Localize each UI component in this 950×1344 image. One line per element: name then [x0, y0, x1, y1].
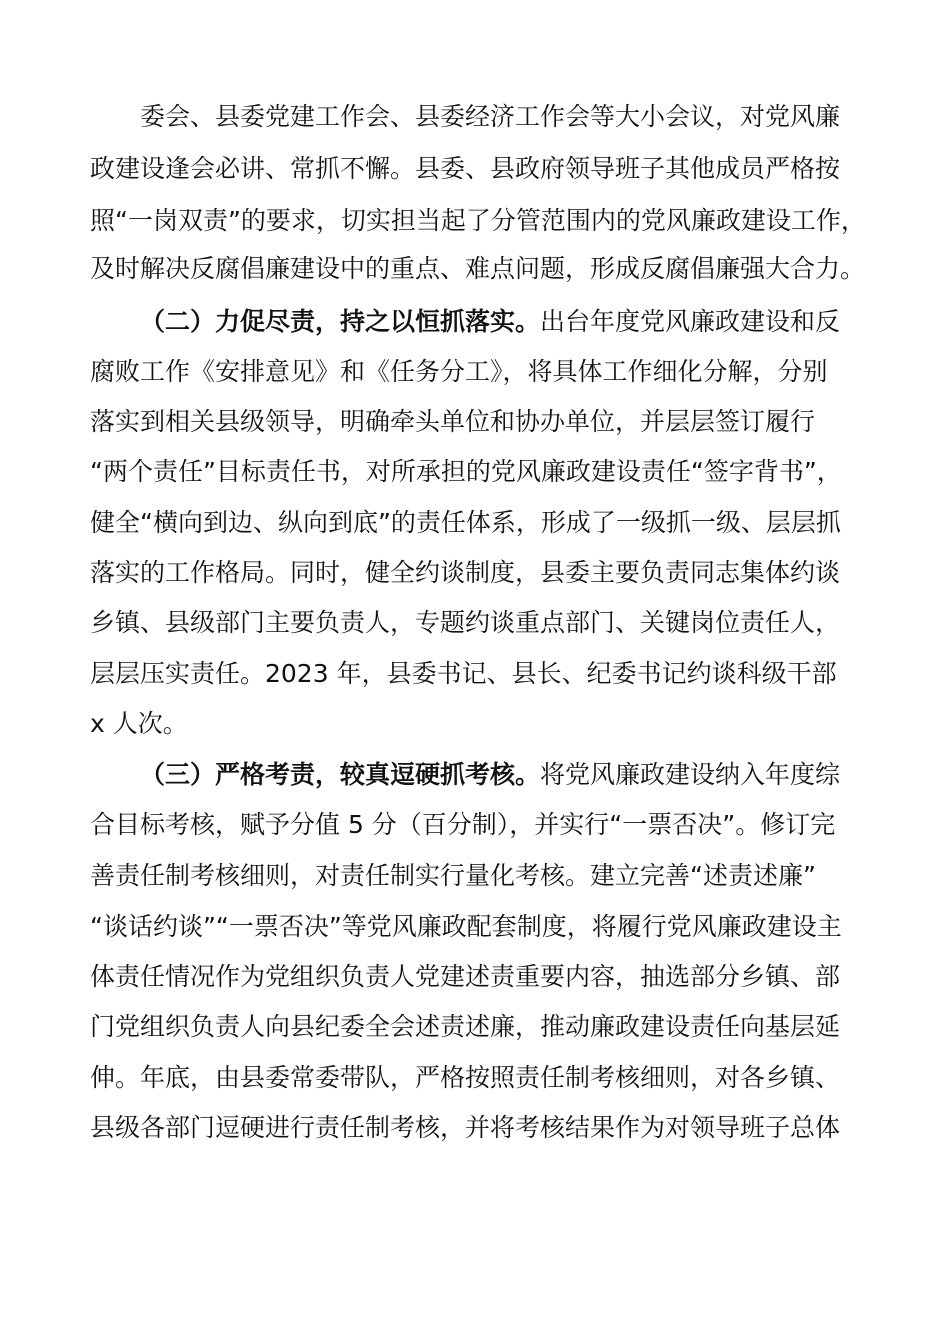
paragraph-3-line-4: “谈话约谈”“一票否决”等党风廉政配套制度，将履行党风廉政建设主 [90, 912, 842, 941]
section-heading-2: （二）力促尽责，持之以恒抓落实。 [140, 307, 541, 336]
paragraph-3-line-6: 门党组织负责人向县纪委全会述责述廉，推动廉政建设责任向基层延 [90, 1012, 841, 1041]
paragraph-2-line-2: 腐败工作《安排意见》和《任务分工》，将具体工作细化分解，分别 [90, 357, 828, 386]
paragraph-2-line-8: 层层压实责任。2023 年，县委书记、县长、纪委书记约谈科级干部 [90, 659, 837, 688]
paragraph-1-line-1: 委会、县委党建工作会、县委经济工作会等大小会议，对党风廉 [140, 102, 841, 131]
paragraph-2-line-6: 落实的工作格局。同时，健全约谈制度，县委主要负责同志集体约谈 [90, 558, 841, 587]
section-heading-3: （三）严格考责，较真逗硬抓考核。 [140, 760, 541, 789]
paragraph-2-first-line-text: 出台年度党风廉政建设和反 [540, 307, 841, 336]
paragraph-2-line-4: “两个责任”目标责任书，对所承担的党风廉政建设责任“签字背书”， [90, 457, 842, 486]
paragraph-2-first-line [140, 296, 840, 348]
paragraph-3-line-5: 体责任情况作为党组织负责人党建述责重要内容，抽选部分乡镇、部 [90, 962, 841, 991]
paragraph-2-line-9: x 人次。 [90, 709, 188, 738]
paragraph-2-line-5: 健全“横向到边、纵向到底”的责任体系，形成了一级抓一级、层层抓 [90, 508, 841, 537]
paragraph-3-line-7: 伸。年底，由县委常委带队，严格按照责任制考核细则，对各乡镇、 [90, 1063, 841, 1092]
paragraph-2-line-7: 乡镇、县级部门主要负责人，专题约谈重点部门、关键岗位责任人， [90, 608, 841, 637]
paragraph-3-line-8: 县级各部门逗硬进行责任制考核，并将考核结果作为对领导班子总体 [90, 1113, 841, 1142]
paragraph-3-first-line-text: 将党风廉政建设纳入年度综 [540, 760, 841, 789]
paragraph-3-first-line [140, 749, 840, 801]
paragraph-2-line-3: 落实到相关县级领导，明确牵头单位和协办单位，并层层签订履行 [90, 407, 816, 436]
paragraph-3-line-3: 善责任制考核细则，对责任制实行量化考核。建立完善“述责述廉” [90, 861, 816, 890]
paragraph-1-line-4: 及时解决反腐倡廉建设中的重点、难点问题，形成反腐倡廉强大合力。 [90, 254, 866, 283]
paragraph-3-line-2: 合目标考核，赋予分值 5 分（百分制），并实行“一票否决”。修订完 [90, 810, 836, 839]
paragraph-1-line-2: 政建设逢会必讲、常抓不懈。县委、县政府领导班子其他成员严格按 [90, 154, 841, 183]
paragraph-1-line-3: 照“一岗双责”的要求，切实担当起了分管范围内的党风廉政建设工作， [90, 206, 866, 235]
